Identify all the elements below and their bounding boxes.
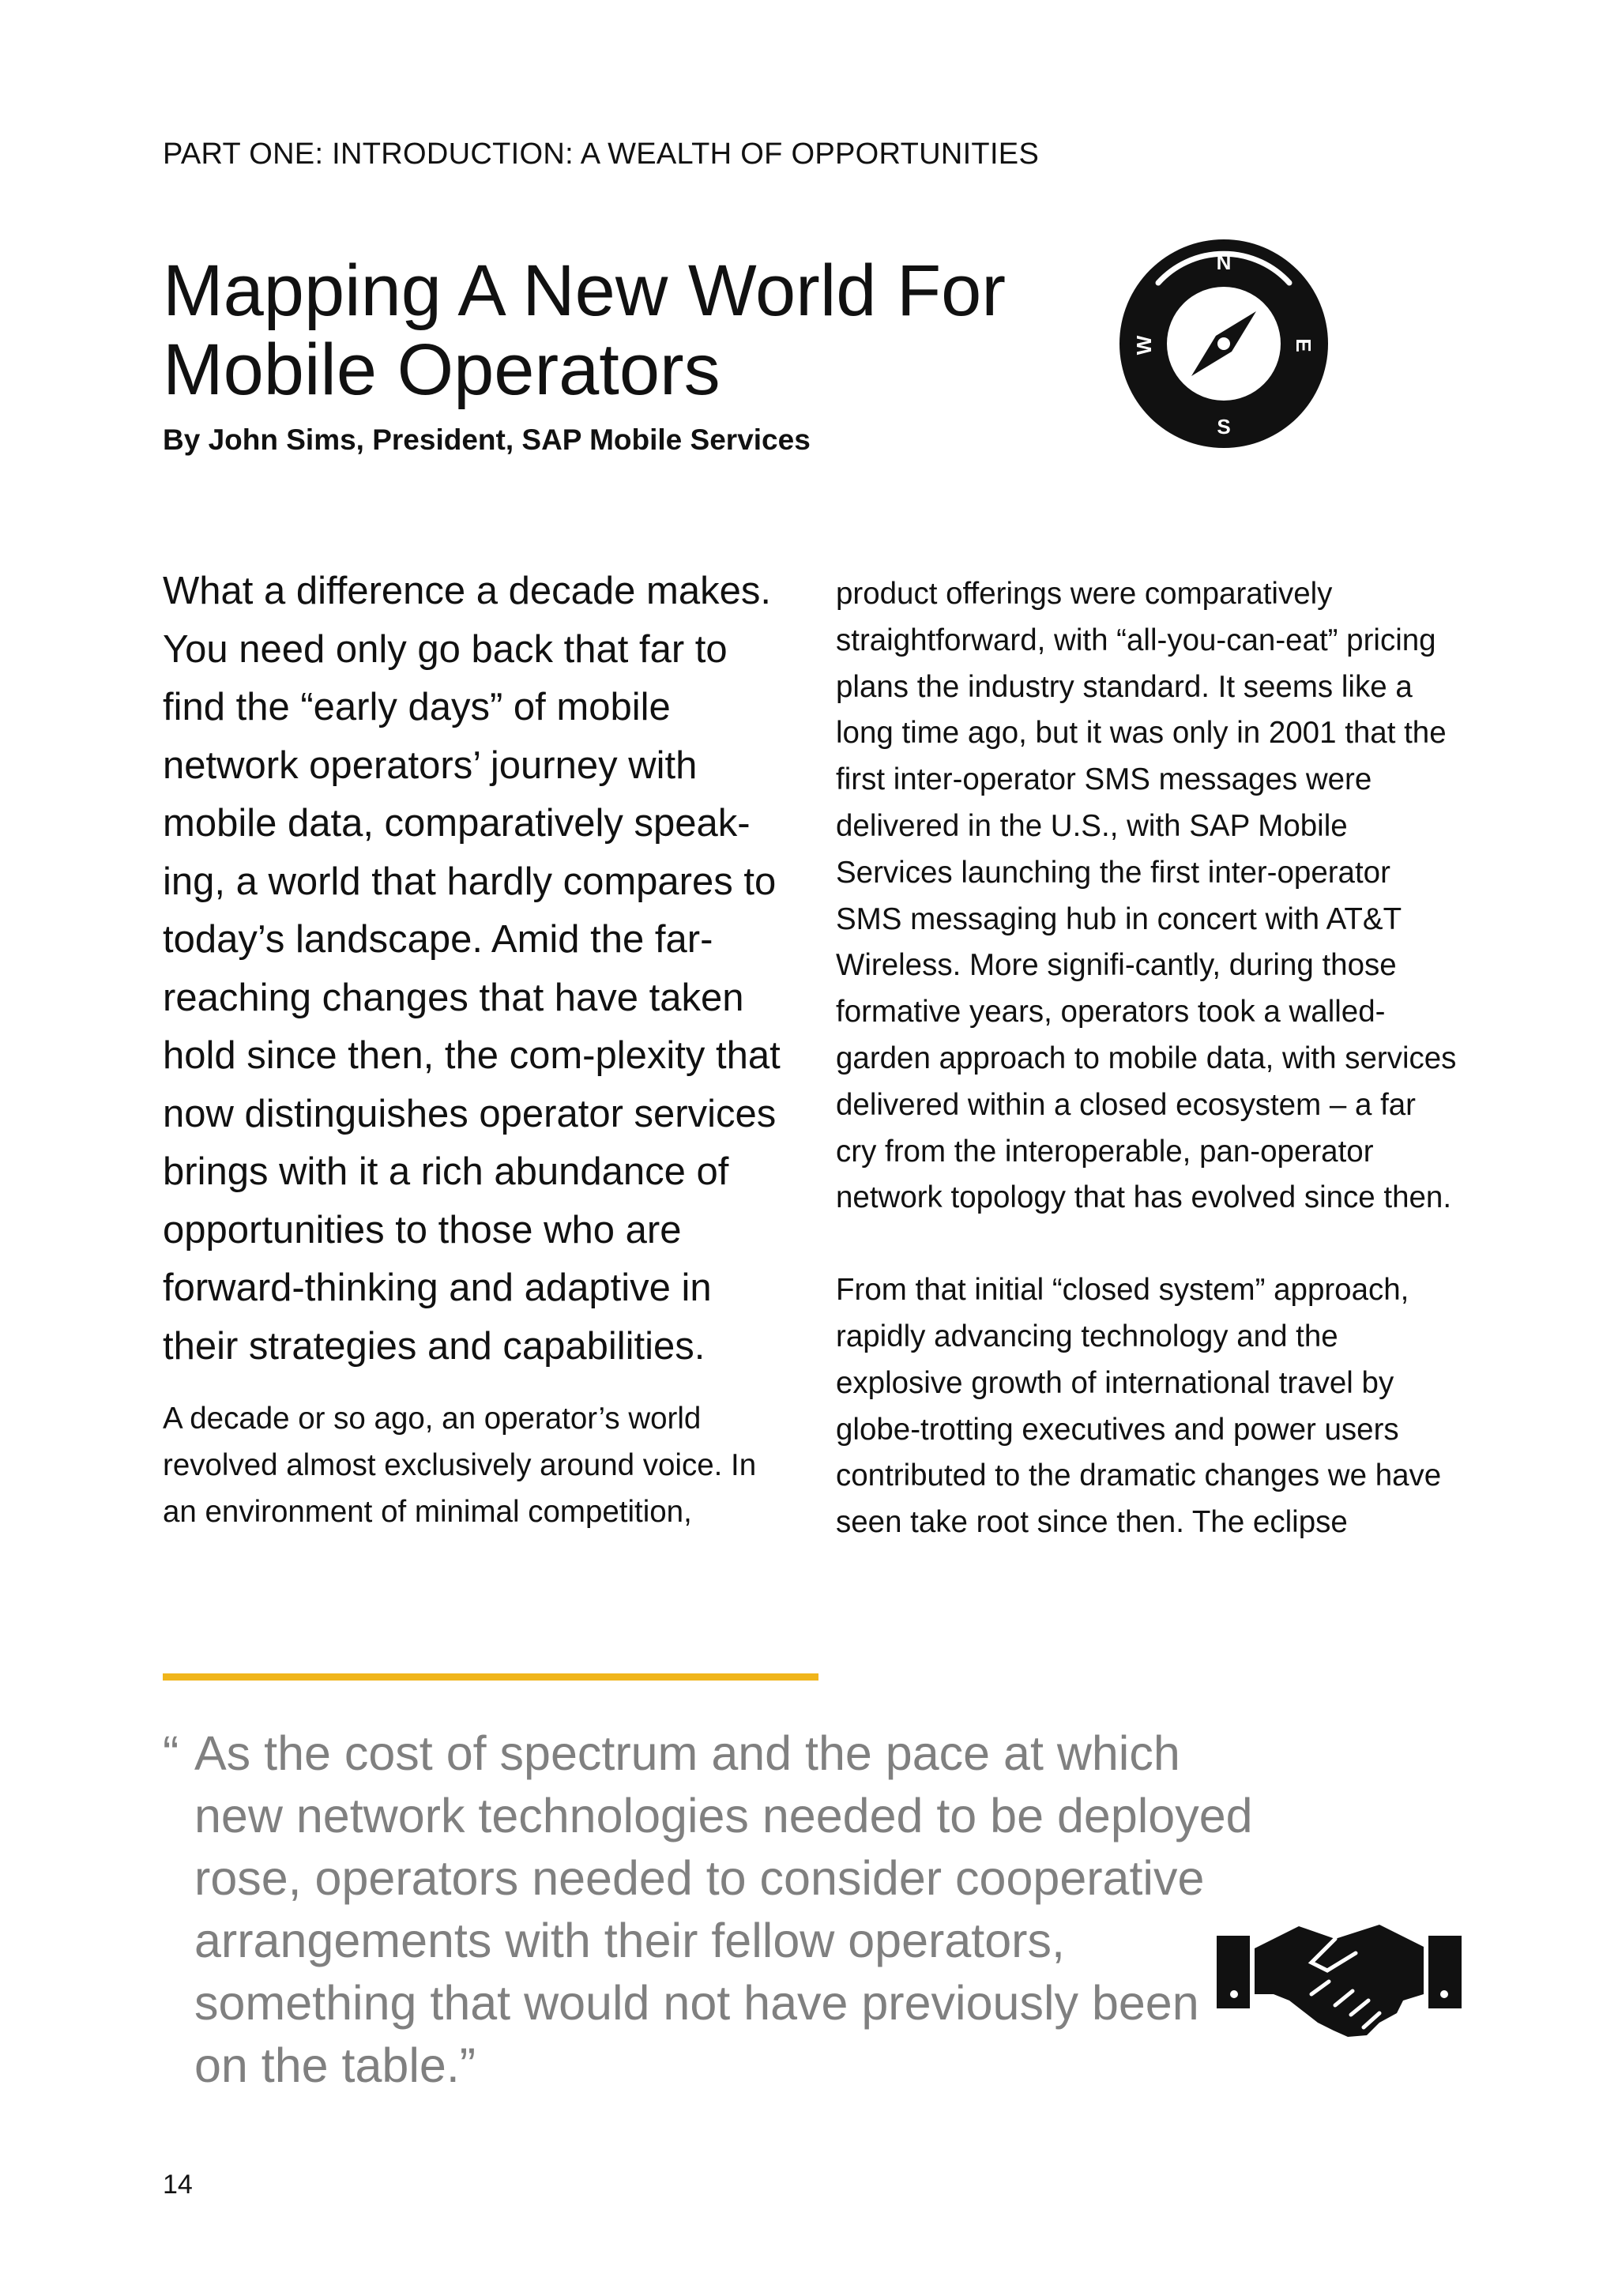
pull-quote-open-mark: “ — [163, 1726, 179, 1780]
pull-quote — [163, 1722, 1269, 2097]
body-paragraph-right-2: From that initial “closed system” approach, rapidly advancing technology and the explosive growth of international travel by globe-trotting executives and power users contributed to the dramatic changes we have seen take root since then. The eclipse — [836, 1273, 1442, 1540]
page-number: 14 — [163, 2170, 193, 2200]
compass-east-label: E — [1292, 338, 1316, 352]
body-paragraph-right-1: product offerings were comparatively straightforward, with “all-you-can-eat” pricing plans the industry standard. It seems like a long time ago, but it was only in 2001 that the first inter-operator SMS messages were delivered in the U.S., with SAP Mobile Services launching the first inter-operator SMS messaging hub in concert with AT&T Wireless. More signifi-cantly, during those formative years, operators took a walled-garden approach to mobile data, with services delivered within a closed ecosystem – a far cry from the interoperable, pan-operator network topology that has evolved since then. — [836, 577, 1457, 1215]
handshake-hands — [1255, 1925, 1424, 2037]
body-paragraph-left: A decade or so ago, an operator’s world revolved almost exclusively around voice. In an environment of minimal competition, — [163, 1402, 757, 1529]
compass-west-label: W — [1131, 335, 1156, 356]
pull-quote-text: As the cost of spectrum and the pace at which new network technologies needed to be deployed rose, operators needed to consider cooperative arrangements with their fellow operators, something that would not have previously been on the table.” — [194, 1726, 1253, 2092]
handshake-left-button — [1230, 1990, 1238, 1998]
article-lede: What a difference a decade makes. You need only go back that far to find the “early days” of mobile network operators’ journey with mobile data, comparatively speak-ing, a world that hardly compares to today’s landscape. Amid the far-reaching changes that have taken hold since then, the com-plexity that now distinguishes operator services brings with it a rich abundance of opportunities to those who are forward-thinking and adaptive in their strategies and capabilities. — [163, 570, 781, 1368]
article-byline: By John Sims, President, SAP Mobile Services — [163, 423, 811, 456]
article-title: Mapping A New World For Mobile Operators — [163, 250, 1006, 410]
handshake-icon — [1217, 1912, 1462, 2046]
compass-south-label: S — [1217, 414, 1231, 438]
right-column — [836, 571, 1460, 1546]
compass-icon — [1117, 237, 1330, 450]
handshake-right-button — [1440, 1990, 1448, 1998]
section-label: PART ONE: INTRODUCTION: A WEALTH OF OPPORTUNITIES — [163, 137, 1040, 171]
compass-north-label: N — [1216, 250, 1232, 274]
compass-needle-hub — [1217, 337, 1230, 350]
left-column — [163, 563, 795, 1535]
accent-rule — [163, 1673, 818, 1681]
